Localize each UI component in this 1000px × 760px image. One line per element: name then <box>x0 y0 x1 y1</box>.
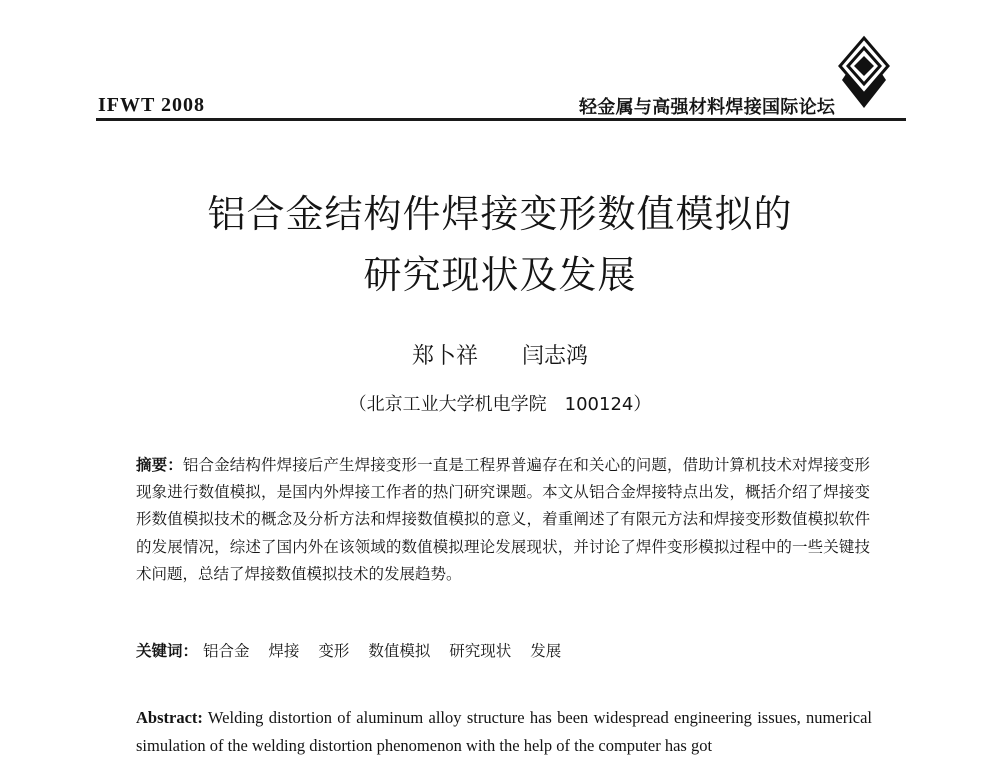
keyword: 数值模拟 <box>368 642 431 660</box>
author-list <box>0 339 1000 370</box>
keyword: 焊接 <box>268 642 300 660</box>
paper-title-line-2: 研究现状及发展 <box>363 253 637 297</box>
forum-name: 轻金属与高强材料焊接国际论坛 <box>579 97 836 118</box>
abstract-en-label: Abstract: <box>136 708 203 727</box>
keywords-label: 关键词： <box>136 642 199 660</box>
abstract-english <box>136 704 872 760</box>
header-rule <box>96 118 906 121</box>
keyword: 铝合金 <box>202 642 250 660</box>
abstract-en-text: Welding distortion of aluminum alloy structure has been widespread engineering issues, numerical simulation of the welding distortion phenomenon with the help of the computer has got <box>136 708 873 755</box>
keywords <box>136 639 575 661</box>
author-name: 闫志鸿 <box>522 344 589 369</box>
author-name: 郑卜祥 <box>411 344 478 369</box>
keyword: 变形 <box>318 642 350 660</box>
keyword: 研究现状 <box>449 642 512 660</box>
abstract-label: 摘要： <box>136 456 183 474</box>
diamond-logo-icon <box>836 34 892 112</box>
abstract-chinese <box>136 452 870 588</box>
affiliation: （北京工业大学机电学院 100124） <box>348 394 652 415</box>
paper-title-line-1: 铝合金结构件焊接变形数值模拟的 <box>207 192 793 236</box>
abstract-text: 铝合金结构件焊接后产生焊接变形一直是工程界普遍存在和关心的问题，借助计算机技术对焊接变形现象进行数值模拟，是国内外焊接工作者的热门研究课题。本文从铝合金焊接特点出发，概括介绍了焊接变形数值模拟技术的概念及分析方法和焊接数值模拟的意义，着重阐述了有限元方法和焊接变形数值模拟软件的发展情况，综述了国内外在该领域的数值模拟理论发展现状，并讨论了焊件变形模拟过程中的一些关键技术问题，总结了焊接数值模拟技术的发展趋势。 <box>136 456 870 583</box>
conference-name: IFWT 2008 <box>98 94 205 116</box>
keyword: 发展 <box>530 642 562 660</box>
